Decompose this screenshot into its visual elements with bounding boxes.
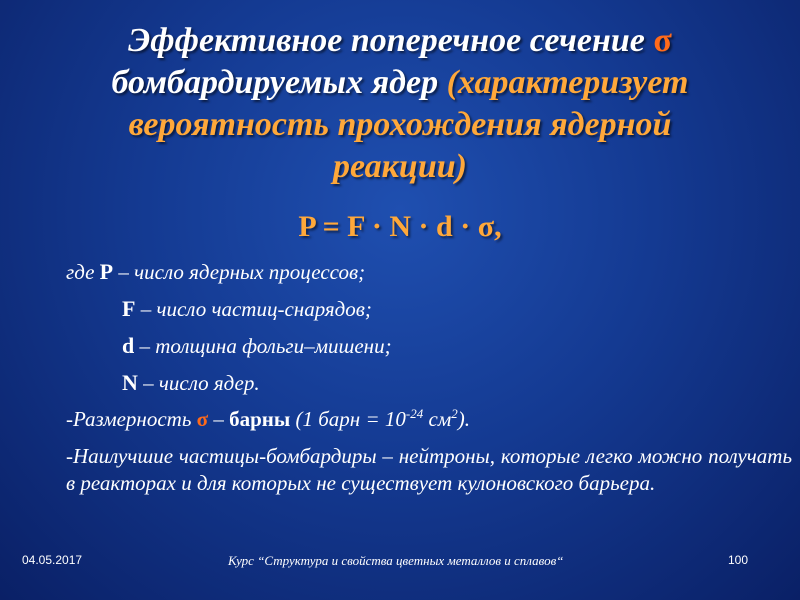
title-line-2-orange: (характеризует xyxy=(446,64,689,101)
definition-d-text: – толщина фольги–мишени; xyxy=(134,334,392,358)
title-line-1-text: Эффективное поперечное сечение xyxy=(128,22,654,59)
symbol-p: P xyxy=(99,259,114,284)
dimension-unit: барны xyxy=(229,407,291,431)
dimension-line xyxy=(66,406,792,443)
title-line-4: реакции) xyxy=(333,148,467,185)
symbol-f: F xyxy=(122,296,136,321)
title-line-2 xyxy=(20,62,780,104)
slide-title xyxy=(20,20,780,188)
definition-f-text: – число частиц-снарядов; xyxy=(135,297,372,321)
title-sigma-symbol: σ xyxy=(653,22,672,59)
best-particles-paragraph: -Наилучшие частицы-бомбардиры – нейтроны, которые легко можно получать в реакторах и для которых не существует кулоновского барьера. xyxy=(66,444,792,495)
definition-d xyxy=(66,332,792,369)
definition-p-text: – число ядерных процессов; xyxy=(113,260,366,284)
definition-p xyxy=(66,258,792,295)
footer-page-number: 100 xyxy=(728,553,749,567)
dimension-exponent: -24 xyxy=(405,406,424,421)
dimension-close: ). xyxy=(457,407,470,431)
dimension-conversion: (1 барн = 10 xyxy=(290,407,406,431)
dimension-cm: см xyxy=(423,407,452,431)
footer-course: Курс “Структура и свойства цветных металлов и сплавов“ xyxy=(228,553,564,568)
dimension-sigma: σ xyxy=(196,407,209,431)
dimension-prefix: -Размерность xyxy=(66,407,197,431)
formula: P = F · N · d · σ, xyxy=(298,210,502,243)
slide-body xyxy=(66,258,792,497)
definition-n xyxy=(66,369,792,406)
definition-n-text: – число ядер. xyxy=(137,371,260,395)
title-line-1 xyxy=(20,20,780,62)
definition-intro: где xyxy=(66,260,100,284)
title-line-2-text: бомбардируемых ядер xyxy=(111,64,447,101)
dimension-dash: – xyxy=(208,407,230,431)
definition-f xyxy=(66,295,792,332)
footer-date: 04.05.2017 xyxy=(22,553,83,567)
symbol-n: N xyxy=(122,370,138,395)
title-line-3: вероятность прохождения ядерной xyxy=(128,106,672,143)
dimension-cm-exponent: 2 xyxy=(451,406,458,421)
symbol-d: d xyxy=(122,333,135,358)
